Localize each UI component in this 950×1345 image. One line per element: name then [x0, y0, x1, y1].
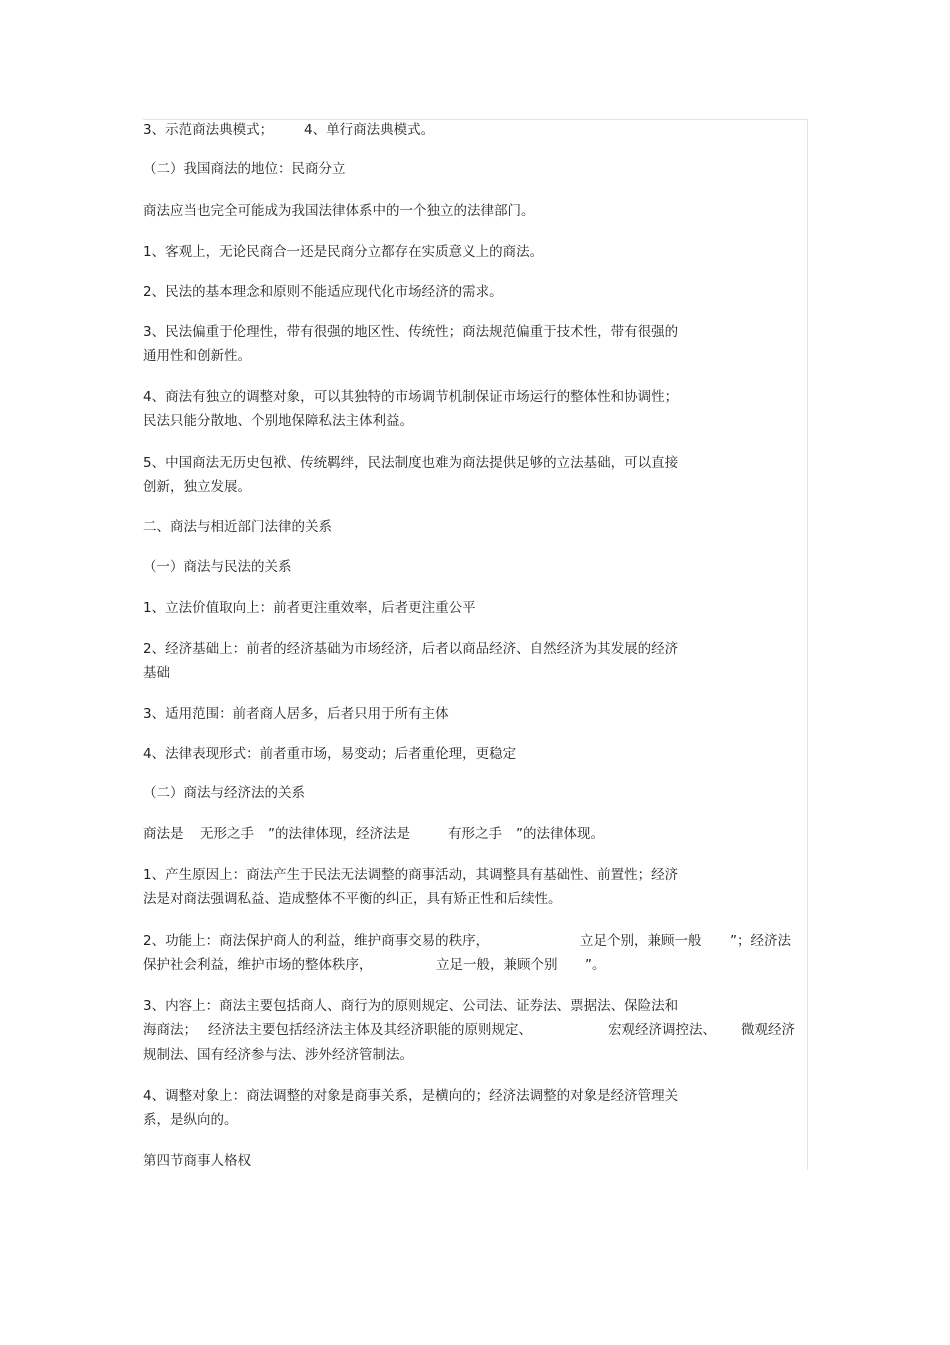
text-line: 3、内容上：商法主要包括商人、商行为的原则规定、公司法、证券法、票据法、保险法和	[143, 998, 679, 1014]
text-line: 1、立法价值取向上：前者更注重效率，后者更注重公平	[143, 600, 476, 616]
text-line: 立足一般，兼顾个别	[436, 957, 558, 973]
text-line: 无形之手	[200, 826, 254, 842]
text-line: 4、调整对象上：商法调整的对象是商事关系，是横向的；经济法调整的对象是经济管理关	[143, 1088, 679, 1104]
text-line: 民法只能分散地、个别地保障私法主体利益。	[143, 413, 413, 429]
section-heading: 第四节商事人格权	[143, 1153, 251, 1169]
text-line: 立足个别，兼顾一般	[580, 933, 702, 949]
text-line: 4、法律表现形式：前者重市场，易变动；后者重伦理，更稳定	[143, 746, 517, 762]
text-line: 4、商法有独立的调整对象，可以其独特的市场调节机制保证市场运行的整体性和协调性；	[143, 389, 679, 405]
text-line: 系，是纵向的。	[143, 1112, 238, 1128]
text-line: 法是对商法强调私益、造成整体不平衡的纠正，具有矫正性和后续性。	[143, 891, 562, 907]
text-line: 规制法、国有经济参与法、涉外经济管制法。	[143, 1047, 413, 1063]
text-line: 商法是	[143, 826, 184, 842]
text-line: 微观经济	[741, 1022, 795, 1038]
text-line: 3、示范商法典模式；	[143, 122, 274, 138]
text-line: 商法应当也完全可能成为我国法律体系中的一个独立的法律部门。	[143, 203, 535, 219]
text-line: 创新，独立发展。	[143, 479, 251, 495]
text-line: 1、产生原因上：商法产生于民法无法调整的商事活动，其调整具有基础性、前置性；经济	[143, 867, 679, 883]
text-line: 通用性和创新性。	[143, 348, 251, 364]
page-border-right	[807, 119, 808, 1170]
text-line: ”的法律体现。	[516, 826, 604, 842]
text-line: ”。	[585, 957, 606, 973]
text-line: 宏观经济调控法、	[608, 1022, 716, 1038]
section-heading: （二）商法与经济法的关系	[143, 785, 305, 801]
text-line: 2、经济基础上：前者的经济基础为市场经济，后者以商品经济、自然经济为其发展的经济	[143, 641, 679, 657]
text-line: 5、中国商法无历史包袱、传统羁绊，民法制度也难为商法提供足够的立法基础，可以直接	[143, 455, 679, 471]
text-line: 经济法主要包括经济法主体及其经济职能的原则规定、	[208, 1022, 532, 1038]
text-line: 海商法；	[143, 1022, 197, 1038]
text-line: 4、单行商法典模式。	[304, 122, 435, 138]
section-heading: 二、商法与相近部门法律的关系	[143, 519, 332, 535]
text-line: 2、民法的基本理念和原则不能适应现代化市场经济的需求。	[143, 284, 503, 300]
text-line: 保护社会利益，维护市场的整体秩序，	[143, 957, 373, 973]
page-border-top	[143, 119, 808, 120]
text-line: 3、民法偏重于伦理性，带有很强的地区性、传统性；商法规范偏重于技术性，带有很强的	[143, 324, 679, 340]
text-line: 3、适用范围：前者商人居多，后者只用于所有主体	[143, 706, 449, 722]
section-heading: （二）我国商法的地位：民商分立	[143, 161, 346, 177]
text-line: 有形之手	[448, 826, 502, 842]
section-heading: （一）商法与民法的关系	[143, 559, 292, 575]
text-line: ”的法律体现，经济法是	[268, 826, 410, 842]
text-line: ”；经济法	[730, 933, 791, 949]
text-line: 基础	[143, 665, 170, 681]
text-line: 2、功能上：商法保护商人的利益，维护商事交易的秩序，	[143, 933, 490, 949]
text-line: 1、客观上，无论民商合一还是民商分立都存在实质意义上的商法。	[143, 244, 544, 260]
